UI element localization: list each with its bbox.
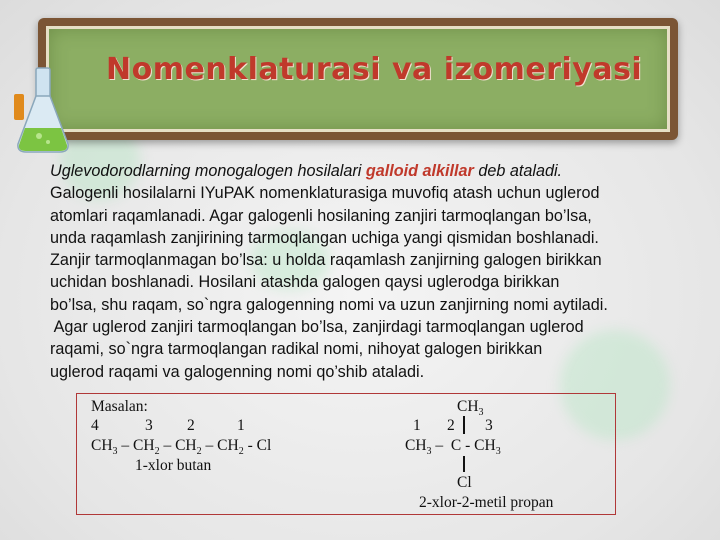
formula-subscript: 2 bbox=[196, 446, 202, 458]
methyl-group bbox=[457, 398, 484, 418]
carbon-number: 4 bbox=[91, 417, 99, 434]
formula-subscript: 2 bbox=[238, 446, 244, 458]
intro-before: Uglevodorodlarning monogalogen hosilalari bbox=[50, 162, 366, 180]
carbon-number: 2 bbox=[187, 417, 195, 434]
body-text bbox=[50, 160, 680, 383]
paragraph-line: uchidan boshlanadi. Hosilani atashda galogen qaysi uglerodga birikkan bbox=[50, 273, 560, 292]
carbon-number: 2 bbox=[447, 417, 455, 434]
carbon-number: 1 bbox=[237, 417, 245, 434]
slide-title: Nomenklaturasi va izomeriyasi bbox=[106, 52, 643, 87]
formula-part: – CH bbox=[117, 437, 155, 454]
bond-line bbox=[463, 416, 465, 434]
compound-name: 2-xlor-2-metil propan bbox=[419, 494, 554, 511]
formula-subscript: 2 bbox=[154, 446, 160, 458]
formula-part: – CH bbox=[201, 437, 239, 454]
paragraph-line: Zanjir tarmoqlanmagan bo’lsa: u holda raqamlash zanjirning galogen birikkan bbox=[50, 251, 602, 270]
formula-part: – CH bbox=[159, 437, 197, 454]
example-label: Masalan: bbox=[91, 398, 148, 415]
formula-butyl-chloride bbox=[91, 437, 271, 457]
formula-part: CH bbox=[457, 398, 479, 415]
bond-line bbox=[463, 456, 465, 472]
paragraph-line: uglerod raqami va galogenning nomi qo’shib ataladi. bbox=[50, 362, 425, 381]
flask-icon bbox=[12, 66, 74, 156]
highlighted-term: galloid alkillar bbox=[365, 162, 474, 180]
formula-subscript: 3 bbox=[112, 446, 118, 458]
carbon-number: 1 bbox=[413, 417, 421, 434]
carbon-number: 3 bbox=[145, 417, 153, 434]
paragraph-line: Galogenli hosilalarni IYuPAK nomenklaturasiga muvofiq atash uchun uglerod bbox=[50, 184, 600, 203]
intro-sentence bbox=[50, 160, 680, 182]
example-box bbox=[76, 393, 616, 515]
formula-methylpropyl-chloride bbox=[405, 437, 501, 457]
carbon-number: 3 bbox=[485, 417, 493, 434]
paragraph-line: bo’lsa, shu raqam, so`ngra galogenning nomi va uzun zanjirning nomi aytiladi. bbox=[50, 295, 608, 314]
compound-name: 1-xlor butan bbox=[135, 457, 212, 474]
formula-subscript: 3 bbox=[426, 446, 432, 458]
paragraph-line: Agar uglerod zanjiri tarmoqlangan bo’lsa, zanjirdagi tarmoqlangan uglerod bbox=[50, 318, 584, 337]
paragraph-line: atomlari raqamlanadi. Agar galogenli hosilaning zanjiri tarmoqlangan bo’lsa, bbox=[50, 206, 592, 225]
formula-part: CH bbox=[91, 437, 113, 454]
paragraph-line: raqami, so`ngra tarmoqlangan radikal nomi, nihoyat galogen birikkan bbox=[50, 340, 543, 359]
formula-part: CH bbox=[405, 437, 427, 454]
formula-part: - Cl bbox=[243, 437, 272, 454]
formula-subscript: 3 bbox=[495, 446, 501, 458]
chlorine-atom: Cl bbox=[457, 474, 472, 491]
intro-after: deb ataladi. bbox=[473, 162, 563, 180]
paragraph-line: unda raqamlash zanjirining tarmoqlangan uchiga yangi qismidan boshlanadi. bbox=[50, 228, 599, 247]
formula-subscript: 3 bbox=[478, 407, 484, 419]
formula-part: – C - CH bbox=[431, 437, 496, 454]
